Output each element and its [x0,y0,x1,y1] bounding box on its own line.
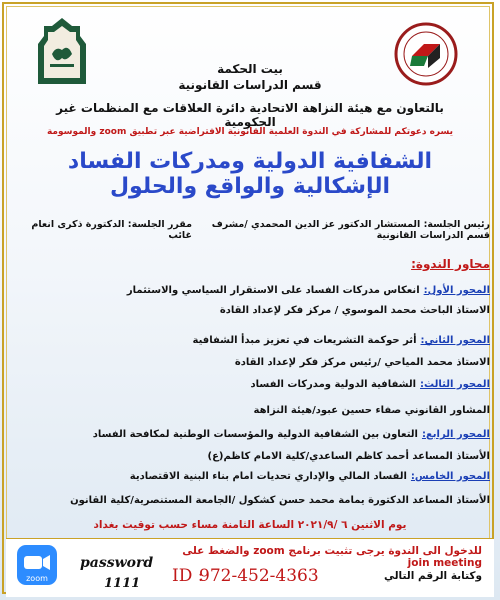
axis-label: المحور الثاني: [420,335,490,346]
axis-label: المحور الخامس: [410,471,490,482]
meeting-id-value: 972-452-4363 [199,566,319,586]
invitation-line: يسره دعوتكم للمشاركة في الندوة العلمية القانونية الافتراضية عبر تطبيق zoom والموسومة [46,127,454,137]
join-instruction: للدخول الى الندوة يرجى تثبيت برنامج zoom والضغط على join meeting [182,545,482,569]
axis-text: الفساد المالي والإداري تحديات امام بناء البنية الاقتصادية [129,471,407,482]
axis-label: المحور الأول: [423,285,490,296]
axis-text: أثر حوكمة التشريعات في تعزيز مبدأ الشفافية [192,335,417,346]
axis-label: المحور الثالث: [420,379,490,390]
cooperation-line: بالتعاون مع هيئة النزاهة الاتحادية دائرة العلاقات مع المنظمات غير الحكومية [56,101,444,129]
zoom-logo-label: zoom [26,574,48,583]
axis-speaker: الاستاذ محمد المياحي /رئيس مركز فكر لإعداد القادة [234,357,490,368]
enter-code-instruction: وكتابة الرقم التالي [383,570,482,582]
session-rapporteur: مقرر الجلسة: الدكتورة ذكرى انعام غائب [31,219,192,241]
session-chair: رئيس الجلسة: المستشار الدكتور عز الدين المحمدي /مشرف قسم الدراسات القانونية [211,219,490,241]
axis-speaker: الأستاذ المساعد أحمد كاظم الساعدي/كلية الامام كاظم(ع) [207,451,490,462]
date-time-line: يوم الاثنين ٦ /٢٠٢١/٩ الساعة الثامنة مساء حسب توقيت بغداد [93,519,407,531]
house-of-wisdom-logo [36,16,88,86]
seminar-title: الشفافية الدولية ومدركات الفساد الإشكالية والواقع والحلول [67,149,433,199]
axis-title [10,429,490,440]
axis-title [10,379,490,390]
integrity-commission-logo [394,22,458,86]
institution-name: بيت الحكمة [217,62,283,76]
zoom-logo [16,544,58,586]
meeting-id-label: ID : [172,566,204,586]
axis-speaker: الأستاذ المساعد الدكتورة يمامة محمد حسن كشكول /الجامعة المستنصرية/كلية القانون [70,495,490,506]
axis-text: التعاون بين الشفافية الدولية والمؤسسات الوطنية لمكافحة الفساد [92,429,418,440]
axis-text: انعكاس مدركات الفساد على الاستقرار السياسي والاستثمار [126,285,420,296]
axis-title [10,285,490,296]
axis-speaker: المشاور القانوني صفاء حسين عبود/هيئة النزاهة [253,405,490,416]
axis-speaker: الاستاذ الباحث محمد الموسوي / مركز فكر لإعداد القادة [219,305,490,316]
password-value: 1111 [104,576,141,591]
axis-label: المحور الرابع: [421,429,490,440]
password-label: password [80,555,154,571]
axes-heading: محاور الندوة: [411,257,490,271]
department-name: قسم الدراسات القانونية [178,78,322,92]
axis-text: الشفافية الدولية ومدركات الفساد [250,379,417,390]
axis-title [10,335,490,346]
axis-title [10,471,490,482]
